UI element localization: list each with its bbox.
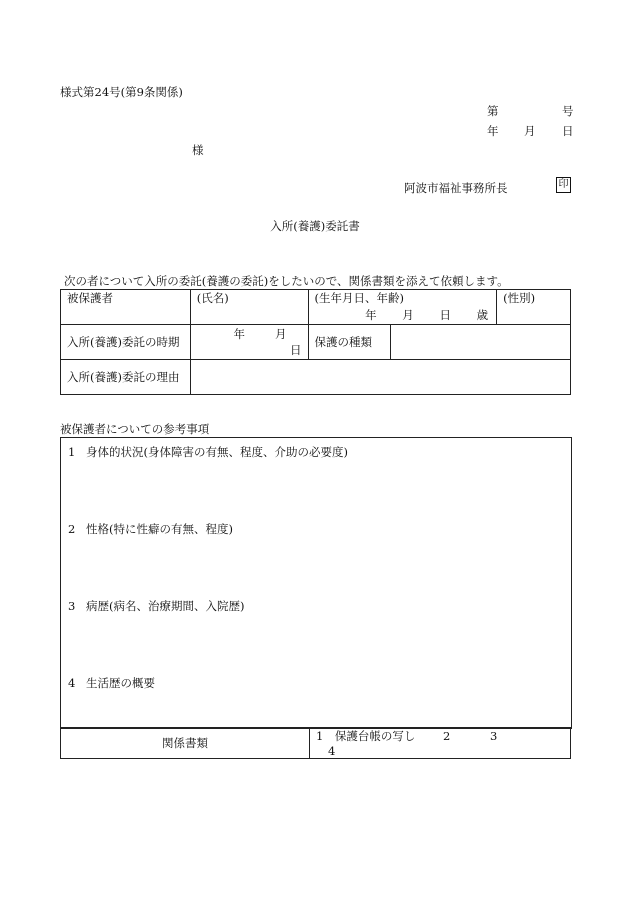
sex-field[interactable]: [497, 290, 571, 325]
dob-age-field[interactable]: [308, 290, 497, 325]
name-label: (氏名): [196, 291, 229, 305]
date-year: 年: [487, 124, 499, 138]
reference-box[interactable]: [60, 437, 572, 729]
reason-label: 入所(養護)委託の理由: [61, 360, 191, 395]
documents-table: [60, 727, 571, 759]
reference-item: 3 病歴(病名、治療期間、入院歴): [68, 599, 245, 613]
date-day: 日: [562, 124, 574, 138]
period-label: 入所(養護)委託の時期: [61, 325, 191, 360]
addressee-suffix: 様: [192, 143, 204, 157]
table-row: [61, 290, 571, 325]
documents-list: [310, 728, 571, 759]
period-field[interactable]: [190, 325, 308, 360]
reference-item: 4 生活歴の概要: [68, 676, 155, 690]
period-year: 年: [233, 327, 246, 341]
table-row: [61, 728, 571, 759]
protection-type-label: 保護の種類: [308, 325, 391, 360]
form-id: 様式第24号(第9条関係): [60, 85, 183, 99]
period-day: 日: [290, 343, 302, 357]
document-item: 1 保護台帳の写し: [316, 729, 416, 743]
documents-label: 関係書類: [61, 728, 310, 759]
reference-item: 2 性格(特に性癖の有無、程度): [68, 522, 233, 536]
sex-label: (性別): [503, 291, 536, 305]
dob-day: 日: [439, 308, 451, 322]
dob-year: 年: [365, 308, 377, 322]
age-unit: 歳: [476, 308, 489, 322]
reference-item: 1 身体的状況(身体障害の有無、程度、介助の必要度): [68, 445, 348, 459]
number-label: 第: [487, 104, 499, 118]
dob-month: 月: [402, 308, 414, 322]
reference-heading: 被保護者についての参考事項: [60, 422, 210, 436]
sender-name: 阿波市福祉事務所長: [404, 181, 508, 195]
table-row: [61, 360, 571, 395]
document-item: 4: [328, 744, 336, 758]
reason-field[interactable]: [190, 360, 570, 395]
intro-text: 次の者について入所の委託(養護の委託)をしたいので、関係書類を添えて依頼します。: [64, 274, 509, 288]
protected-person-label: 被保護者: [61, 290, 191, 325]
date-month: 月: [524, 124, 536, 138]
document-title: 入所(養護)委託書: [270, 219, 360, 233]
document-item: 3: [489, 729, 498, 743]
seal-mark: 印: [556, 177, 571, 193]
document-item: 2: [442, 729, 451, 743]
period-month: 月: [275, 327, 287, 341]
name-field[interactable]: [190, 290, 308, 325]
number-suffix: 号: [562, 104, 574, 118]
protection-type-field[interactable]: [391, 325, 571, 360]
info-table: [60, 289, 571, 395]
dob-age-label: (生年月日、年齢): [314, 291, 404, 305]
table-row: [61, 325, 571, 360]
